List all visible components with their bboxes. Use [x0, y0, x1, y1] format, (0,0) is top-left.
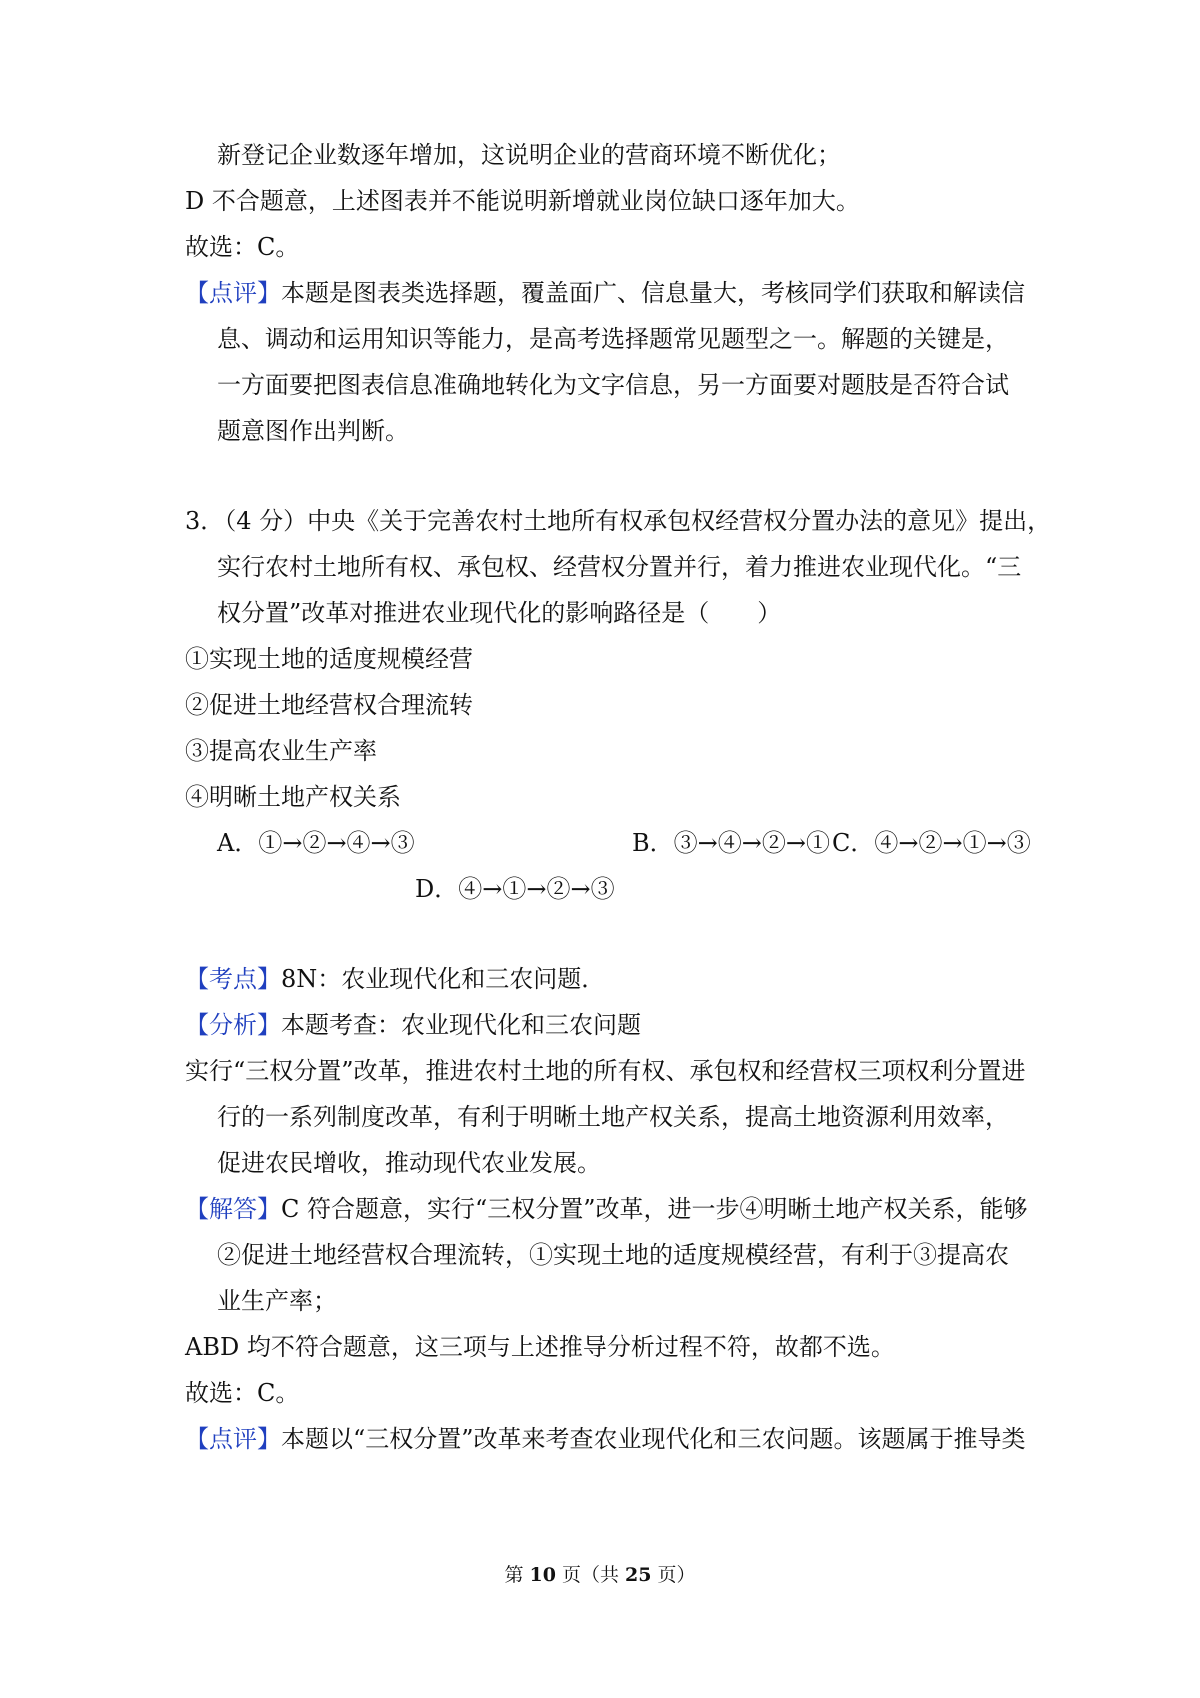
analysis-paragraph: 促进农民增收，推动现代农业发展。 — [217, 1149, 601, 1177]
kaodian-tag: 【考点】 — [185, 965, 281, 993]
prev-answer-line: D 不合题意，上述图表并不能说明新增就业岗位缺口逐年加大。 — [185, 187, 860, 215]
comment-text: 本题是图表类选择题，覆盖面广、信息量大，考核同学们获取和解读信 — [281, 279, 1025, 307]
fenxi-line — [185, 1010, 641, 1040]
footer-middle: 页（共 — [555, 1564, 626, 1586]
jieda-line — [185, 1194, 1028, 1224]
question-item: ①实现土地的适度规模经营 — [185, 645, 473, 673]
question-stem: 3．（4 分）中央《关于完善农村土地所有权承包权经营权分置办法的意见》提出， — [185, 507, 1052, 535]
option-d: D．④→①→②→③ — [415, 875, 615, 903]
question-item: ④明晰土地产权关系 — [185, 783, 401, 811]
footer-total-pages: 25 — [625, 1564, 652, 1586]
jieda-tag: 【解答】 — [185, 1195, 281, 1223]
option-b: B．③→④→②→① — [632, 829, 830, 857]
footer-page-number: 10 — [529, 1564, 556, 1586]
dianping-tag: 【点评】 — [185, 1425, 281, 1453]
prev-answer-choice: 故选：C。 — [185, 233, 300, 261]
prev-comment-line: 题意图作出判断。 — [217, 417, 409, 445]
answer-choice: 故选：C。 — [185, 1379, 300, 1407]
jieda-text: C 符合题意，实行“三权分置”改革，进一步④明晰土地产权关系，能够 — [281, 1195, 1028, 1223]
jieda-line: 业生产率； — [217, 1287, 337, 1315]
fenxi-text: 本题考查：农业现代化和三农问题 — [281, 1011, 641, 1039]
question-stem: 权分置”改革对推进农业现代化的影响路径是（ ） — [217, 599, 782, 627]
question-item: ②促进土地经营权合理流转 — [185, 691, 473, 719]
option-c: C．④→②→①→③ — [832, 829, 1031, 857]
fenxi-tag: 【分析】 — [185, 1011, 281, 1039]
page-footer — [0, 1562, 1200, 1588]
analysis-paragraph: 行的一系列制度改革，有利于明晰土地产权关系，提高土地资源利用效率， — [217, 1103, 1009, 1131]
prev-comment-line: 息、调动和运用知识等能力，是高考选择题常见题型之一。解题的关键是， — [217, 325, 1009, 353]
prev-comment-line — [185, 278, 1025, 308]
footer-suffix: 页） — [651, 1564, 696, 1586]
comment-tag: 【点评】 — [185, 279, 281, 307]
prev-answer-line: 新登记企业数逐年增加，这说明企业的营商环境不断优化； — [217, 141, 841, 169]
question-stem: 实行农村土地所有权、承包权、经营权分置并行，着力推进农业现代化。“三 — [217, 553, 1022, 581]
kaodian-text: 8N：农业现代化和三农问题． — [281, 965, 606, 993]
analysis-paragraph: 实行“三权分置”改革，推进农村土地的所有权、承包权和经营权三项权利分置进 — [185, 1057, 1026, 1085]
jieda-line: ②促进土地经营权合理流转，①实现土地的适度规模经营，有利于③提高农 — [217, 1241, 1009, 1269]
prev-comment-line: 一方面要把图表信息准确地转化为文字信息，另一方面要对题肢是否符合试 — [217, 371, 1009, 399]
question-item: ③提高农业生产率 — [185, 737, 377, 765]
dianping-text: 本题以“三权分置”改革来考查农业现代化和三农问题。该题属于推导类 — [281, 1425, 1026, 1453]
option-a: A．①→②→④→③ — [217, 829, 415, 857]
abd-line: ABD 均不符合题意，这三项与上述推导分析过程不符，故都不选。 — [185, 1333, 895, 1361]
footer-prefix: 第 — [504, 1564, 530, 1586]
dianping-line — [185, 1424, 1026, 1454]
kaodian-line — [185, 964, 605, 994]
